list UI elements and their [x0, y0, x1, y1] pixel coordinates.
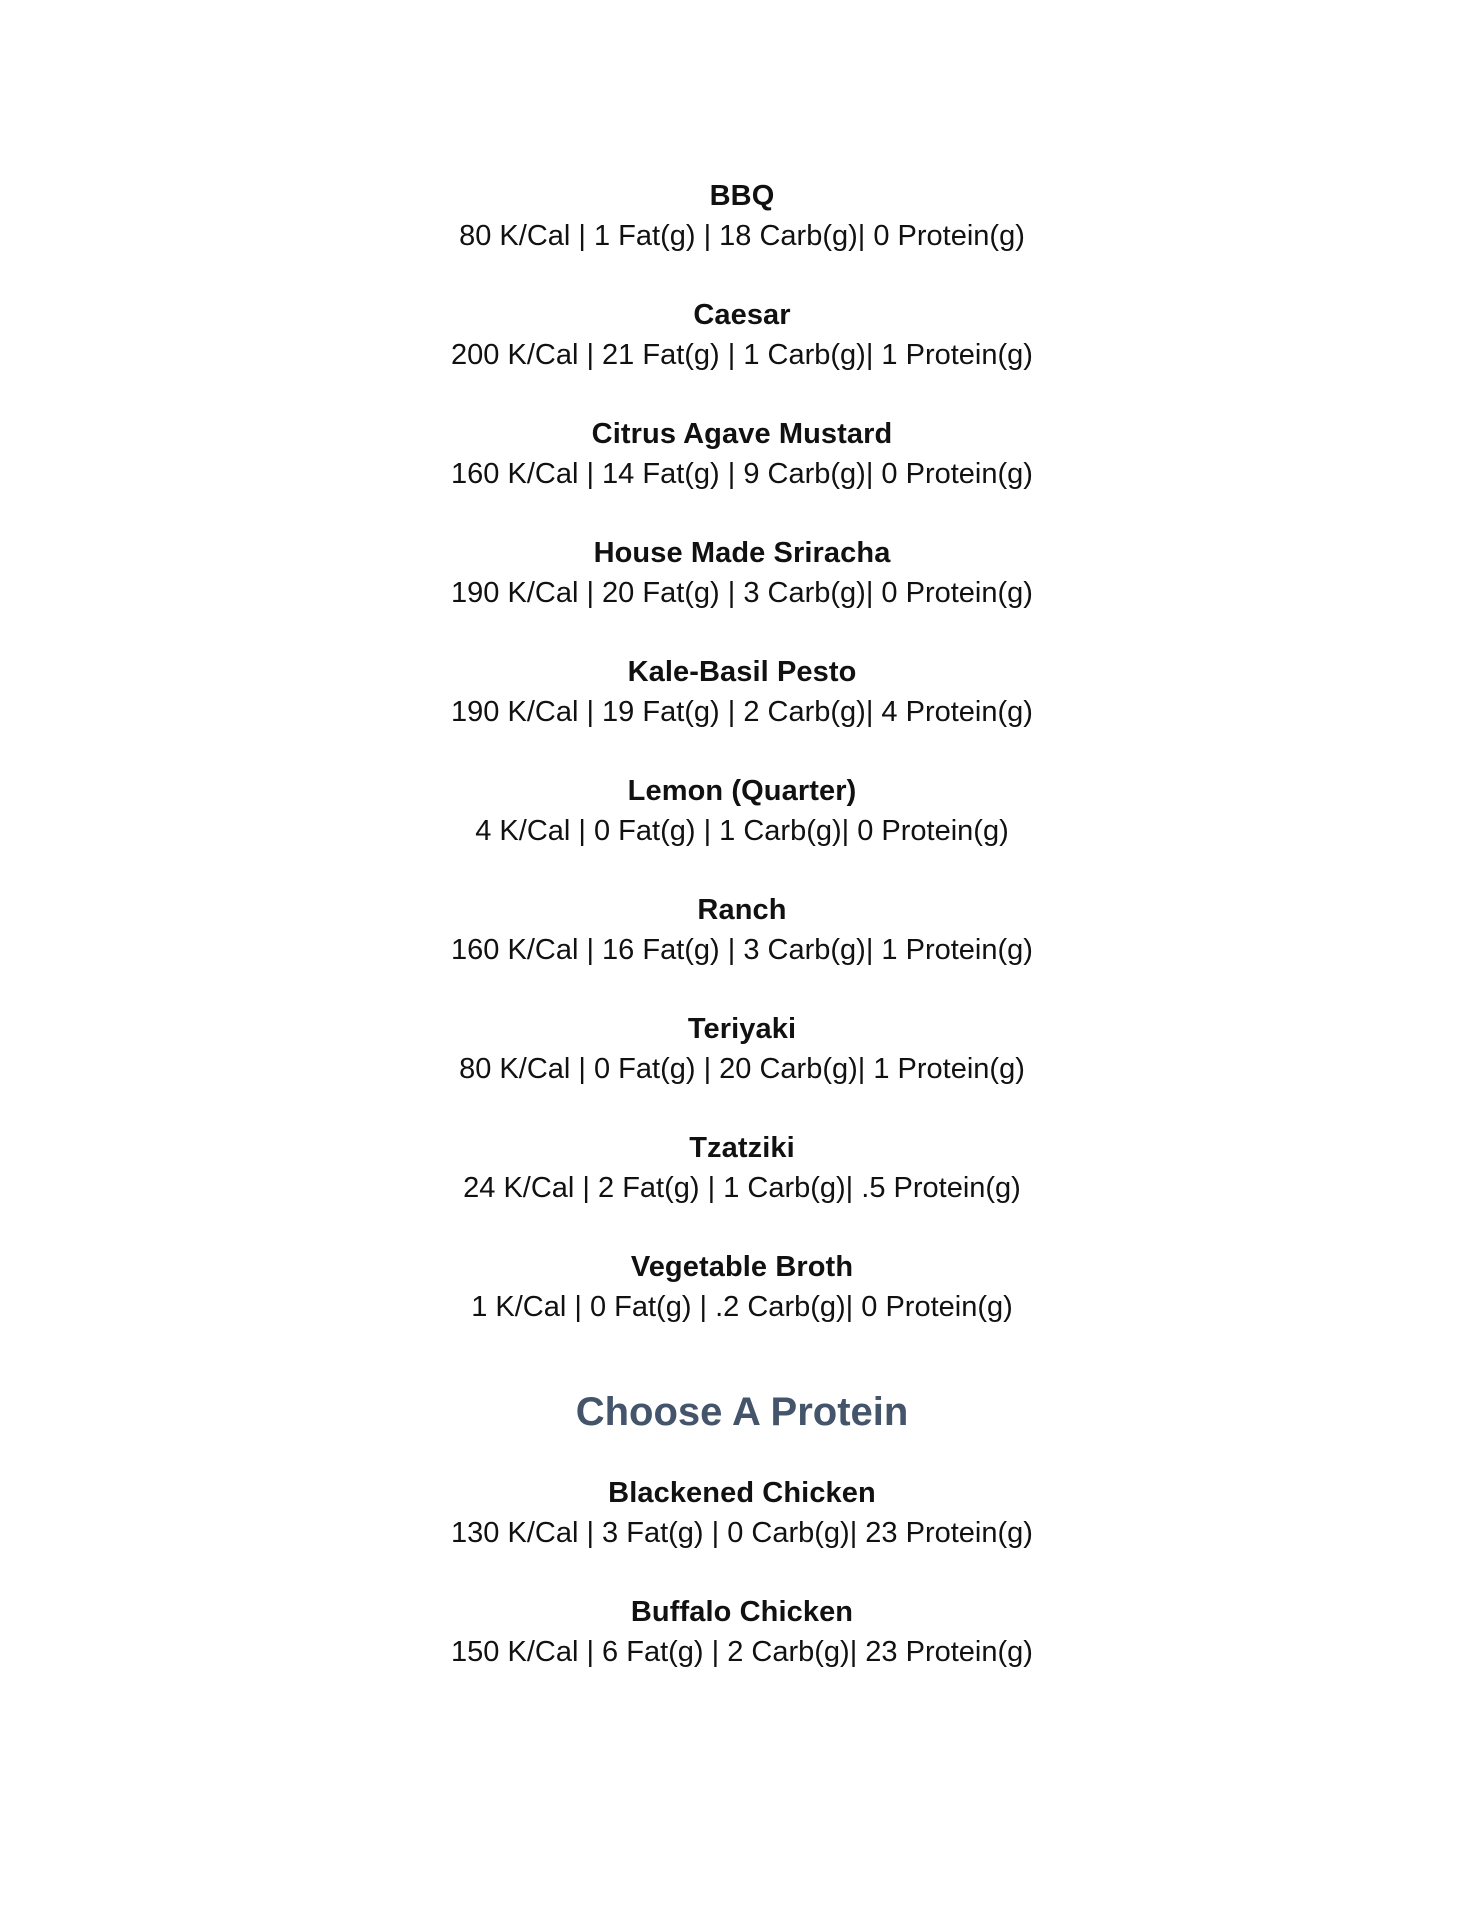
item-nutrition: 24 K/Cal | 2 Fat(g) | 1 Carb(g)| .5 Protein(g) — [463, 1172, 1021, 1204]
item-name: House Made Sriracha — [593, 537, 891, 569]
menu-item — [0, 1128, 1484, 1247]
menu-item — [0, 1247, 1484, 1366]
item-nutrition: 160 K/Cal | 14 Fat(g) | 9 Carb(g)| 0 Protein(g) — [451, 458, 1033, 490]
menu-item — [0, 295, 1484, 414]
dressings-list — [0, 176, 1484, 1366]
item-name: Ranch — [697, 894, 787, 926]
item-nutrition: 1 K/Cal | 0 Fat(g) | .2 Carb(g)| 0 Protein(g) — [471, 1291, 1013, 1323]
item-name: Lemon (Quarter) — [627, 775, 857, 807]
item-nutrition: 190 K/Cal | 20 Fat(g) | 3 Carb(g)| 0 Protein(g) — [451, 577, 1033, 609]
item-name: Kale-Basil Pesto — [627, 656, 857, 688]
item-name: Tzatziki — [689, 1132, 795, 1164]
item-nutrition: 4 K/Cal | 0 Fat(g) | 1 Carb(g)| 0 Protein(g) — [475, 815, 1009, 847]
menu-item — [0, 1592, 1484, 1711]
item-nutrition: 160 K/Cal | 16 Fat(g) | 3 Carb(g)| 1 Protein(g) — [451, 934, 1033, 966]
item-name: Vegetable Broth — [630, 1251, 854, 1283]
section-heading: Choose A Protein — [575, 1390, 909, 1434]
item-nutrition: 130 K/Cal | 3 Fat(g) | 0 Carb(g)| 23 Protein(g) — [451, 1517, 1033, 1549]
item-name: Buffalo Chicken — [630, 1596, 854, 1628]
menu-item — [0, 890, 1484, 1009]
menu-item — [0, 652, 1484, 771]
item-nutrition: 80 K/Cal | 0 Fat(g) | 20 Carb(g)| 1 Protein(g) — [459, 1053, 1025, 1085]
item-name: Caesar — [693, 299, 791, 331]
menu-item — [0, 414, 1484, 533]
menu-item — [0, 533, 1484, 652]
item-name: Teriyaki — [687, 1013, 797, 1045]
menu-item — [0, 771, 1484, 890]
menu-item — [0, 176, 1484, 295]
item-name: Citrus Agave Mustard — [591, 418, 893, 450]
protein-list — [0, 1473, 1484, 1711]
item-nutrition: 150 K/Cal | 6 Fat(g) | 2 Carb(g)| 23 Protein(g) — [451, 1636, 1033, 1668]
menu-item — [0, 1473, 1484, 1592]
item-nutrition: 80 K/Cal | 1 Fat(g) | 18 Carb(g)| 0 Protein(g) — [459, 220, 1025, 252]
menu-item — [0, 1009, 1484, 1128]
item-name: Blackened Chicken — [608, 1477, 876, 1509]
item-name: BBQ — [709, 180, 775, 212]
item-nutrition: 200 K/Cal | 21 Fat(g) | 1 Carb(g)| 1 Protein(g) — [451, 339, 1033, 371]
item-nutrition: 190 K/Cal | 19 Fat(g) | 2 Carb(g)| 4 Protein(g) — [451, 696, 1033, 728]
